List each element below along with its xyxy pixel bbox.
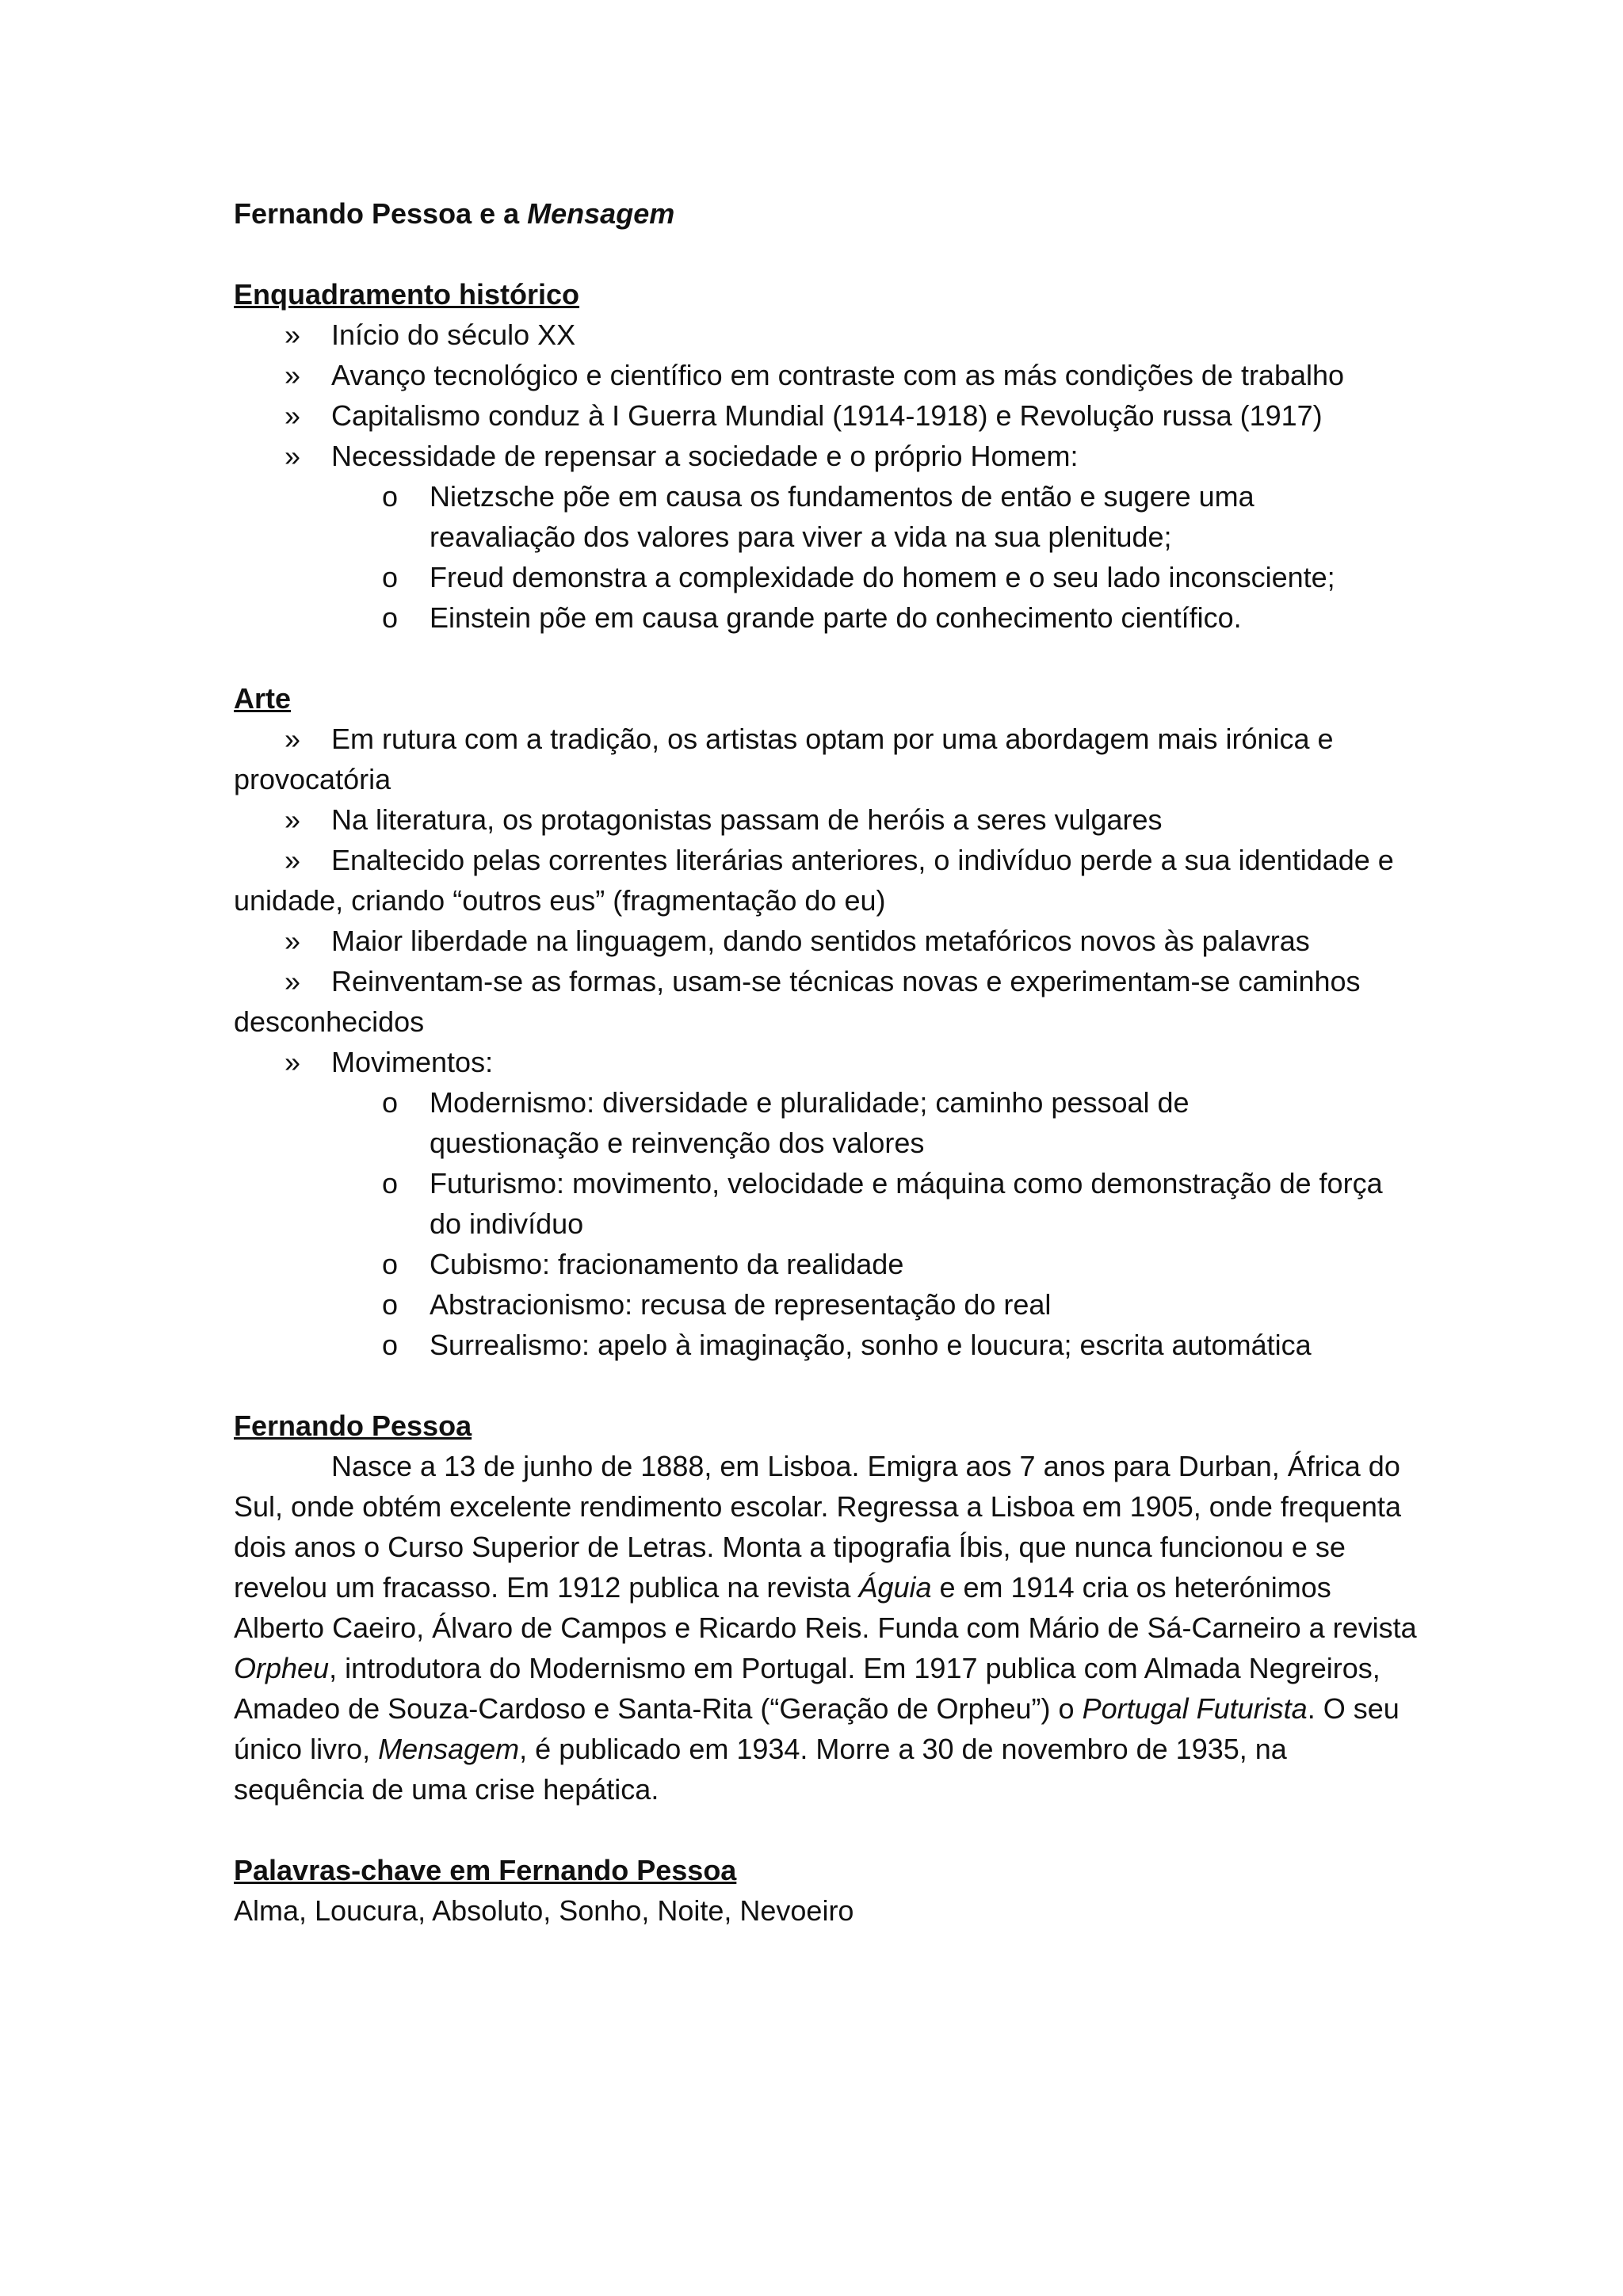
section-heading-enquadramento: Enquadramento histórico xyxy=(234,278,580,311)
list-item: » Na literatura, os protagonistas passam de heróis a seres vulgares xyxy=(234,799,1423,840)
sub-bullet-marker: o xyxy=(382,1167,399,1199)
list-item: » Avanço tecnológico e científico em contraste com as más condições de trabalho xyxy=(234,355,1423,395)
bullet-marker: » xyxy=(285,440,301,472)
sub-bullet-marker: o xyxy=(382,480,399,513)
section-heading-arte: Arte xyxy=(234,682,292,715)
bullet-marker: » xyxy=(285,399,301,432)
sub-bullet-marker: o xyxy=(382,1248,399,1280)
list-item: » Em rutura com a tradição, os artistas optam por uma abordagem mais irónica e provocatória xyxy=(234,719,1423,799)
sub-bullet-marker: o xyxy=(382,561,399,593)
biography-paragraph: Nasce a 13 de junho de 1888, em Lisboa. Emigra aos 7 anos para Durban, África do Sul, onde obtém excelente rendimento escolar. Regressa a Lisboa em 1905, onde frequenta dois anos o Curso Superior de Letras. Monta a tipografia Íbis, que nunca funcionou e se revelou um fracasso. Em 1912 publica na revista Águia e em 1914 cria os heterónimos Alberto Caeiro, Álvaro de Campos e Ricardo Reis. Funda com Mário de Sá-Carneiro a revista Orpheu, introdutora do Modernismo em Portugal. Em 1917 publica com Almada Negreiros, Amadeo de Souza-Cardoso e Santa-Rita (“Geração de Orpheu”) o Portugal Futurista. O seu único livro, Mensagem, é publicado em 1934. Morre a 30 de novembro de 1935, na sequência de uma crise hepática. xyxy=(234,1450,1417,1806)
list-item: » Maior liberdade na linguagem, dando sentidos metafóricos novos às palavras xyxy=(234,921,1423,961)
section-heading-palavras: Palavras-chave em Fernando Pessoa xyxy=(234,1854,737,1886)
list-item: » Capitalismo conduz à I Guerra Mundial (1914-1918) e Revolução russa (1917) xyxy=(234,395,1423,436)
bullet-marker: » xyxy=(285,844,301,876)
sub-bullet-marker: o xyxy=(382,1288,399,1321)
keywords-text: Alma, Loucura, Absoluto, Sonho, Noite, Nevoeiro xyxy=(234,1894,854,1927)
bullet-marker: » xyxy=(285,318,301,351)
sub-list-item: o Futurismo: movimento, velocidade e máquina como demonstração de força do indivíduo xyxy=(234,1163,1423,1244)
sub-list-item: o Surrealismo: apelo à imaginação, sonho e loucura; escrita automática xyxy=(234,1325,1423,1365)
list-item: » Início do século XX xyxy=(234,315,1423,355)
sub-bullet-marker: o xyxy=(382,601,399,634)
bullet-marker: » xyxy=(285,1046,301,1078)
bullet-marker: » xyxy=(285,965,301,997)
list-item: » Necessidade de repensar a sociedade e o próprio Homem: xyxy=(234,436,1423,476)
bullet-marker: » xyxy=(285,723,301,755)
sub-bullet-marker: o xyxy=(382,1086,399,1119)
bullet-marker: » xyxy=(285,359,301,391)
document-page xyxy=(234,193,1423,1931)
sub-list-item: o Cubismo: fracionamento da realidade xyxy=(234,1244,1423,1284)
document-title: Fernando Pessoa e a Mensagem xyxy=(234,197,675,230)
sub-bullet-marker: o xyxy=(382,1329,399,1361)
sub-list-item: o Abstracionismo: recusa de representação do real xyxy=(234,1284,1423,1325)
list-item: » Reinventam-se as formas, usam-se técnicas novas e experimentam-se caminhos desconhecidos xyxy=(234,961,1423,1042)
list-item: » Enaltecido pelas correntes literárias anteriores, o indivíduo perde a sua identidade e unidade, criando “outros eus” (fragmentação do eu) xyxy=(234,840,1423,921)
list-item: » Movimentos: xyxy=(234,1042,1423,1082)
section-heading-pessoa: Fernando Pessoa xyxy=(234,1409,472,1442)
bullet-marker: » xyxy=(285,803,301,836)
sub-list-item: o Nietzsche põe em causa os fundamentos de então e sugere uma reavaliação dos valores para viver a vida na sua plenitude; xyxy=(234,476,1423,557)
sub-list-item: o Modernismo: diversidade e pluralidade; caminho pessoal de questionação e reinvenção dos valores xyxy=(234,1082,1423,1163)
bullet-marker: » xyxy=(285,925,301,957)
sub-list-item: o Einstein põe em causa grande parte do conhecimento científico. xyxy=(234,597,1423,638)
sub-list-item: o Freud demonstra a complexidade do homem e o seu lado inconsciente; xyxy=(234,557,1423,597)
